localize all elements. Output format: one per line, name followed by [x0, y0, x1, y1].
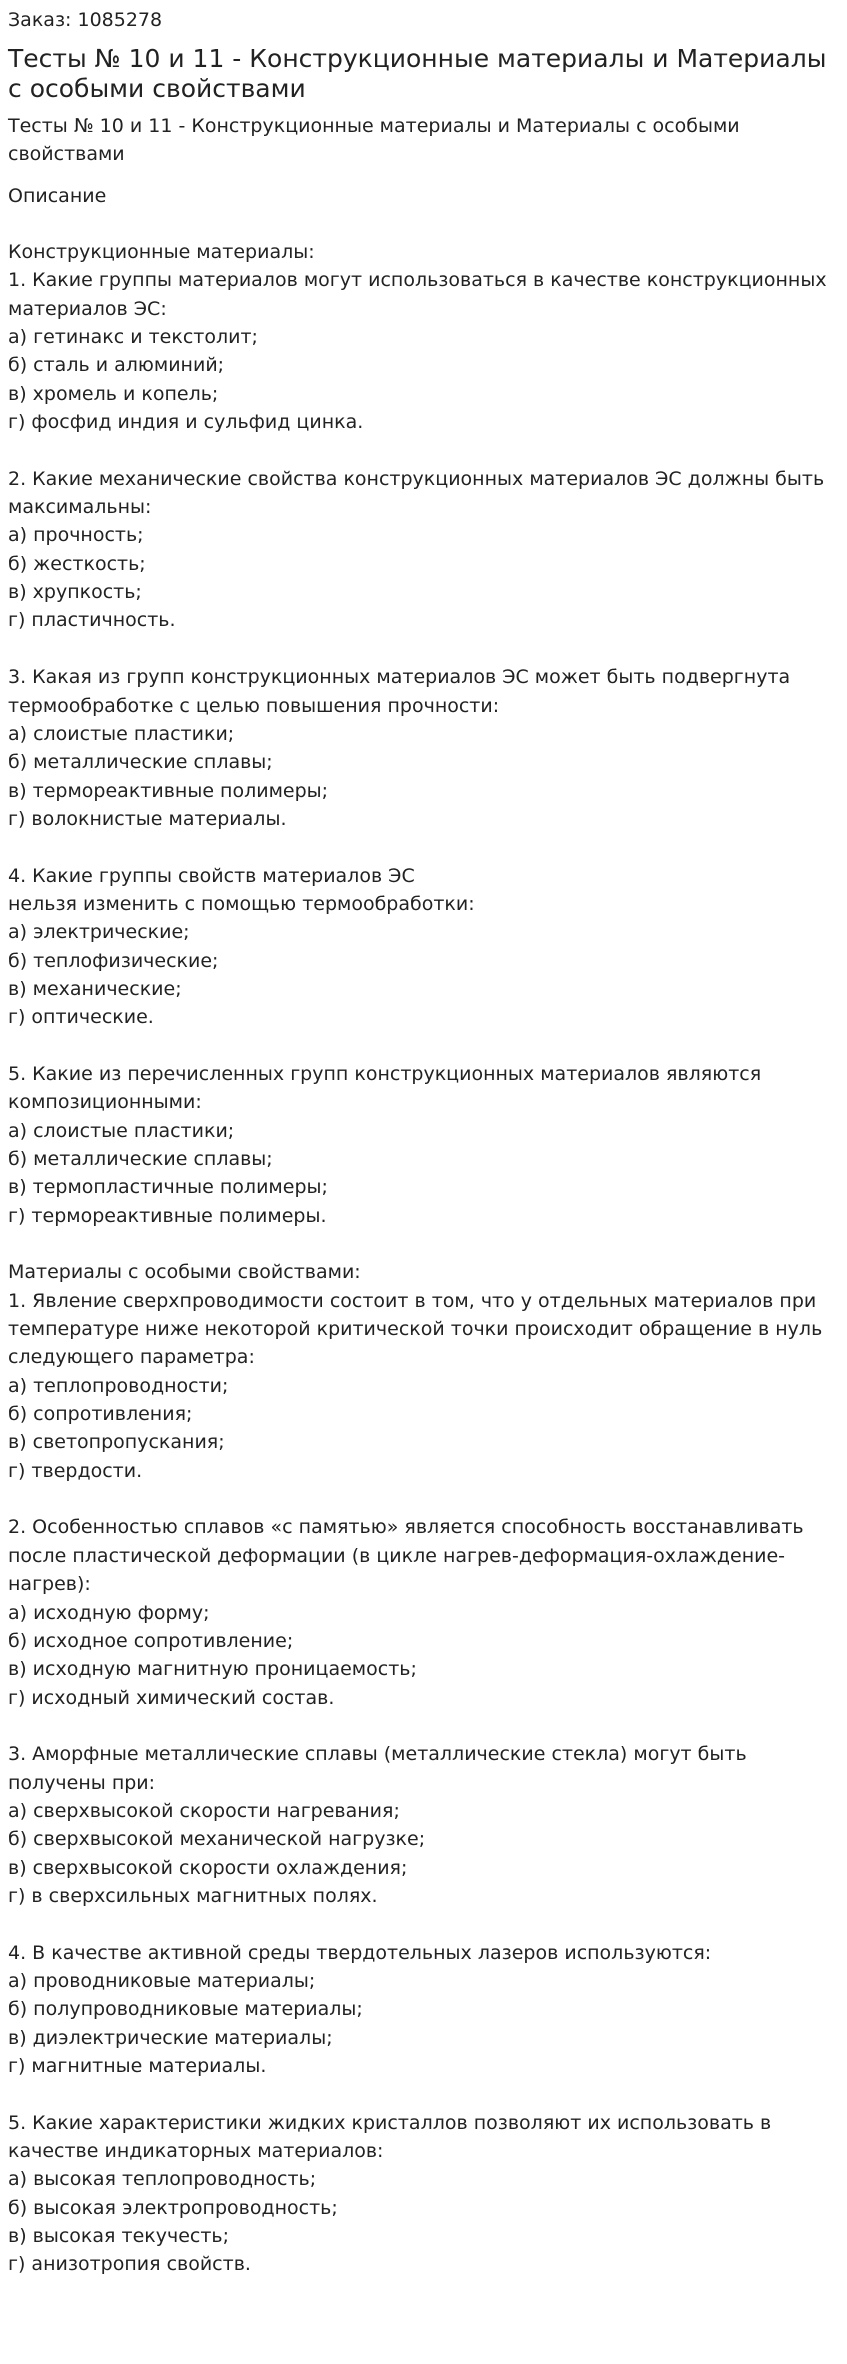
description-label: Описание — [8, 185, 107, 207]
page-subtitle: Тесты № 10 и 11 - Конструкционные материалы и Материалы с особыми свойствами — [8, 115, 740, 165]
description-text: Конструкционные материалы: 1. Какие группы материалов могут использоваться в качестве конструкционных материалов ЭС: а) гетинакс и текстолит; б) сталь и алюминий; в) хромель и копель; г) фосфид индия и сульфид цинка. 2. Какие механические свойства конструкционных материалов ЭС должны быть максимальны: а) прочность; б) жесткость; в) хрупкость; г) пластичность. 3. Какая из групп конструкционных материалов ЭС может быть подвергнута термообработке с целью повышения прочности: а) слоистые пластики; б) металлические сплавы; в) термореактивные полимеры; г) волокнистые материалы. 4. Какие группы свойств материалов ЭС нельзя изменить с помощью термообработки: а) электрические; б) теплофизические; в) механические; г) оптические. 5. Какие из перечисленных групп конструкционных материалов являются композиционными: а) слоистые пластики; б) металлические сплавы; в) термопластичные полимеры; г) термореактивные полимеры. Материалы с особыми свойствами: 1. Явление сверхпроводимости состоит в том, что у отдельных материалов при температуре ниже некоторой критической точки происходит обращение в нуль следующего параметра: а) теплопроводности; б) сопротивления; в) светопропускания; г) твердости. 2. Особенностью сплавов «с памятью» является способность восстанавливать после пластической деформации (в цикле нагрев-деформация-охлаждение-нагрев): а) исходную форму; б) исходное сопротивление; в) исходную магнитную проницаемость; г) исходный химический состав. 3. Аморфные металлические сплавы (металлические стекла) могут быть получены при: а) сверхвысокой скорости нагревания; б) сверхвысокой механической нагрузке; в) сверхвысокой скорости охлаждения; г) в сверхсильных магнитных полях. 4. В качестве активной среды твердотельных лазеров используются: а) проводниковые материалы; б) полупроводниковые материалы; в) диэлектрические материалы; г) магнитные материалы. 5. Какие характеристики жидких кристаллов позволяют их использовать в качестве индикаторных материалов: а) высокая теплопроводность; б) высокая электропроводность; в) высокая текучесть; г) анизотропия свойств. — [8, 241, 827, 2276]
page-title: Тесты № 10 и 11 - Конструкционные материалы и Материалы с особыми свойствами — [8, 44, 827, 103]
order-number: Заказ: 1085278 — [8, 9, 163, 31]
